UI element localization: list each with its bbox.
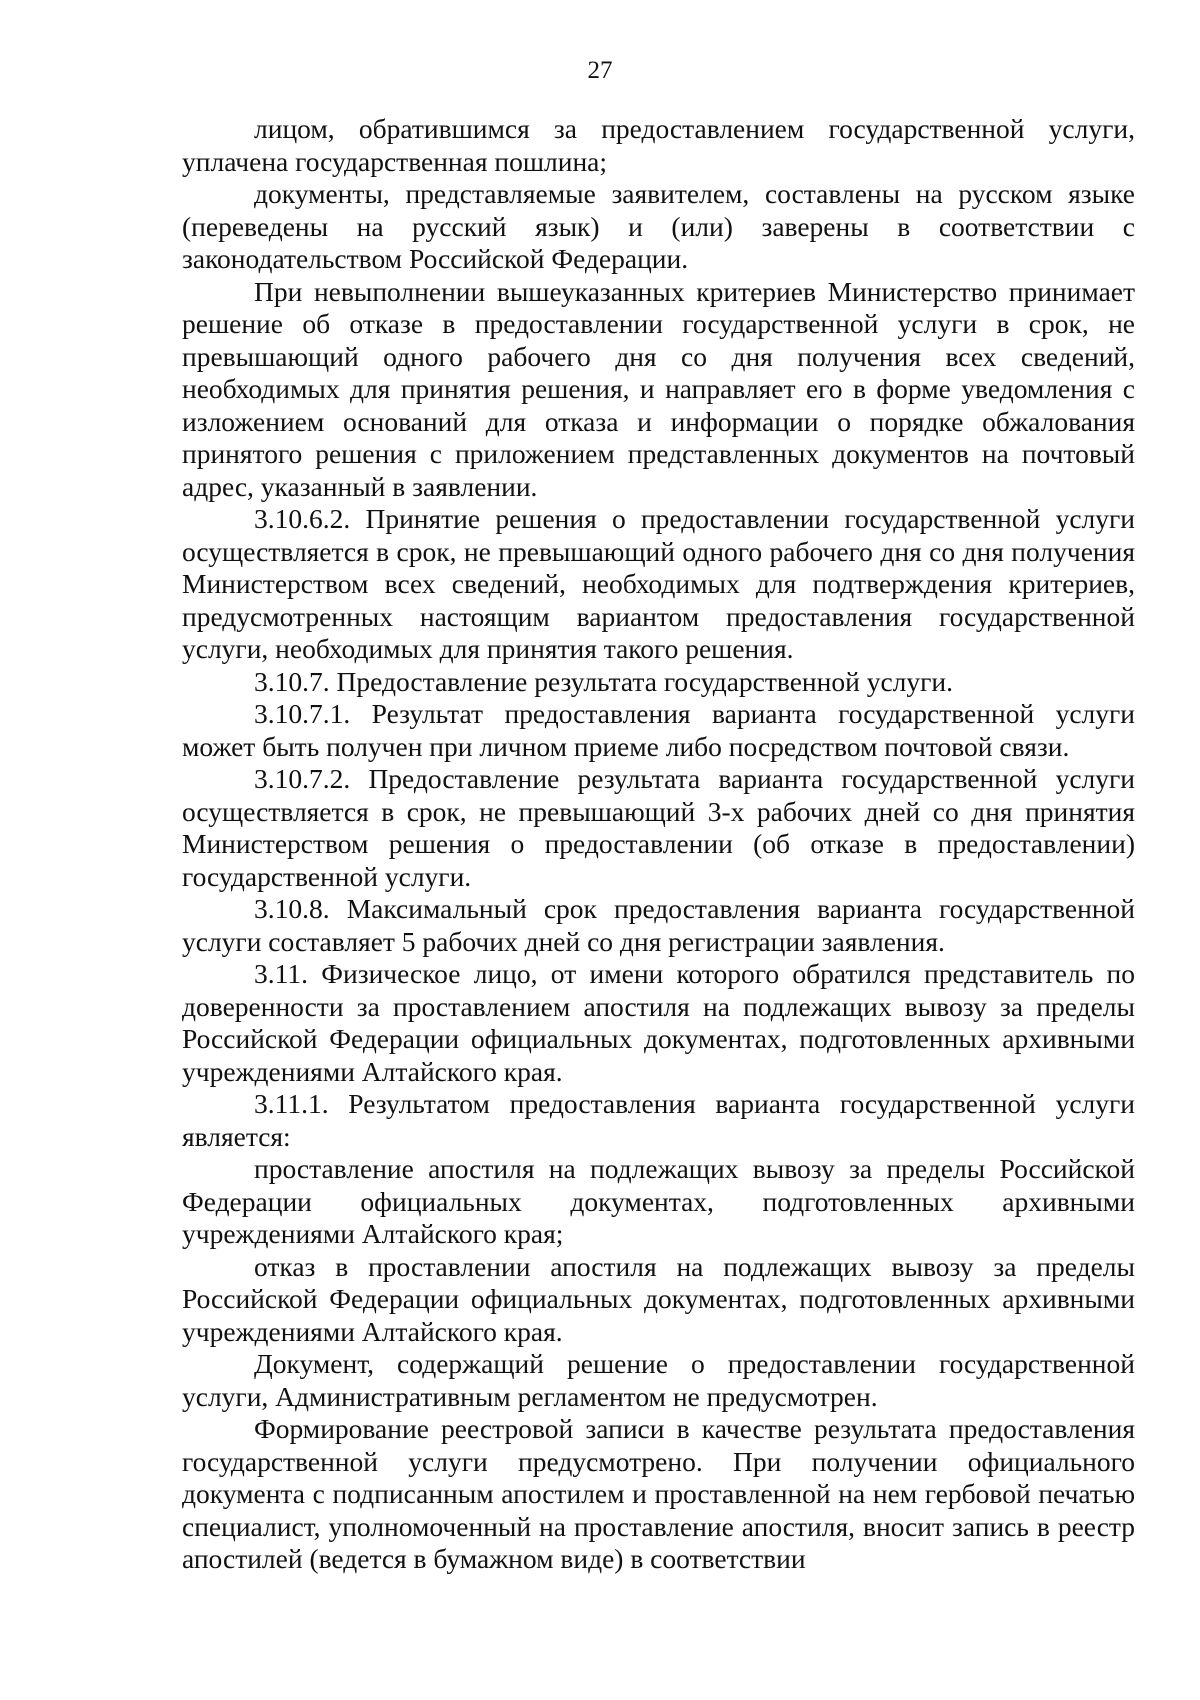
paragraph-3-10-7-1: 3.10.7.1. Результат предоставления варианта государственной услуги может быть получен при личном приеме либо посредством почтовой связи. (182, 698, 1135, 762)
document-body (182, 113, 1135, 1576)
page-number: 27 (587, 57, 613, 84)
paragraph-3-11: 3.11. Физическое лицо, от имени которого обратился представитель по доверенности за проставлением апостиля на подлежащих вывозу за пределы Российской Федерации официальных документах, подготовленных архивными учреждениями Алтайского края. (182, 958, 1135, 1087)
paragraph-refusal-criteria: При невыполнении вышеуказанных критериев Министерство принимает решение об отказе в предоставлении государственной услуги в срок, не превышающий одного рабочего дня со дня получения всех сведений, необходимых для принятия решения, и направляет его в форме уведомления с изложением оснований для отказа и информации о порядке обжалования принятого решения с приложением представленных документов на почтовый адрес, указанный в заявлении. (182, 275, 1135, 502)
paragraph-3-10-7: 3.10.7. Предоставление результата государственной услуги. (254, 665, 953, 697)
paragraph-3-11-1: 3.11.1. Результатом предоставления варианта государственной услуги является: (182, 1088, 1135, 1152)
paragraph-decision-document: Документ, содержащий решение о предоставлении государственной услуги, Административным регламентом не предусмотрен. (182, 1348, 1135, 1412)
paragraph-apostille-result: проставление апостиля на подлежащих вывозу за пределы Российской Федерации официальных документах, подготовленных архивными учреждениями Алтайского края; (182, 1153, 1135, 1249)
paragraph-fee-paid: лицом, обратившимся за предоставлением государственной услуги, уплачена государственная пошлина; (182, 113, 1135, 177)
paragraph-registry-record: Формирование реестровой записи в качестве результата предоставления государственной услуги предусмотрено. При получении официального документа с подписанным апостилем и проставленной на нем гербовой печатью специалист, уполномоченный на проставление апостиля, вносит запись в реестр апостилей (ведется в бумажном виде) в соответствии (182, 1413, 1135, 1574)
paragraph-3-10-6-2: 3.10.6.2. Принятие решения о предоставлении государственной услуги осуществляется в срок, не превышающий одного рабочего дня со дня получения Министерством всех сведений, необходимых для подтверждения критериев, предусмотренных настоящим вариантом предоставления государственной услуги, необходимых для принятия такого решения. (182, 503, 1135, 664)
paragraph-3-10-7-2: 3.10.7.2. Предоставление результата варианта государственной услуги осуществляется в срок, не превышающий 3-х рабочих дней со дня принятия Министерством решения о предоставлении (об отказе в предоставлении) государственной услуги. (182, 763, 1135, 892)
paragraph-apostille-refusal: отказ в проставлении апостиля на подлежащих вывозу за пределы Российской Федерации официальных документах, подготовленных архивными учреждениями Алтайского края. (182, 1250, 1135, 1347)
paragraph-3-10-8: 3.10.8. Максимальный срок предоставления варианта государственной услуги составляет 5 рабочих дней со дня регистрации заявления. (182, 893, 1135, 957)
paragraph-documents-language: документы, представляемые заявителем, составлены на русском языке (переведены на русский язык) и (или) заверены в соответствии с законодательством Российской Федерации. (182, 178, 1135, 274)
